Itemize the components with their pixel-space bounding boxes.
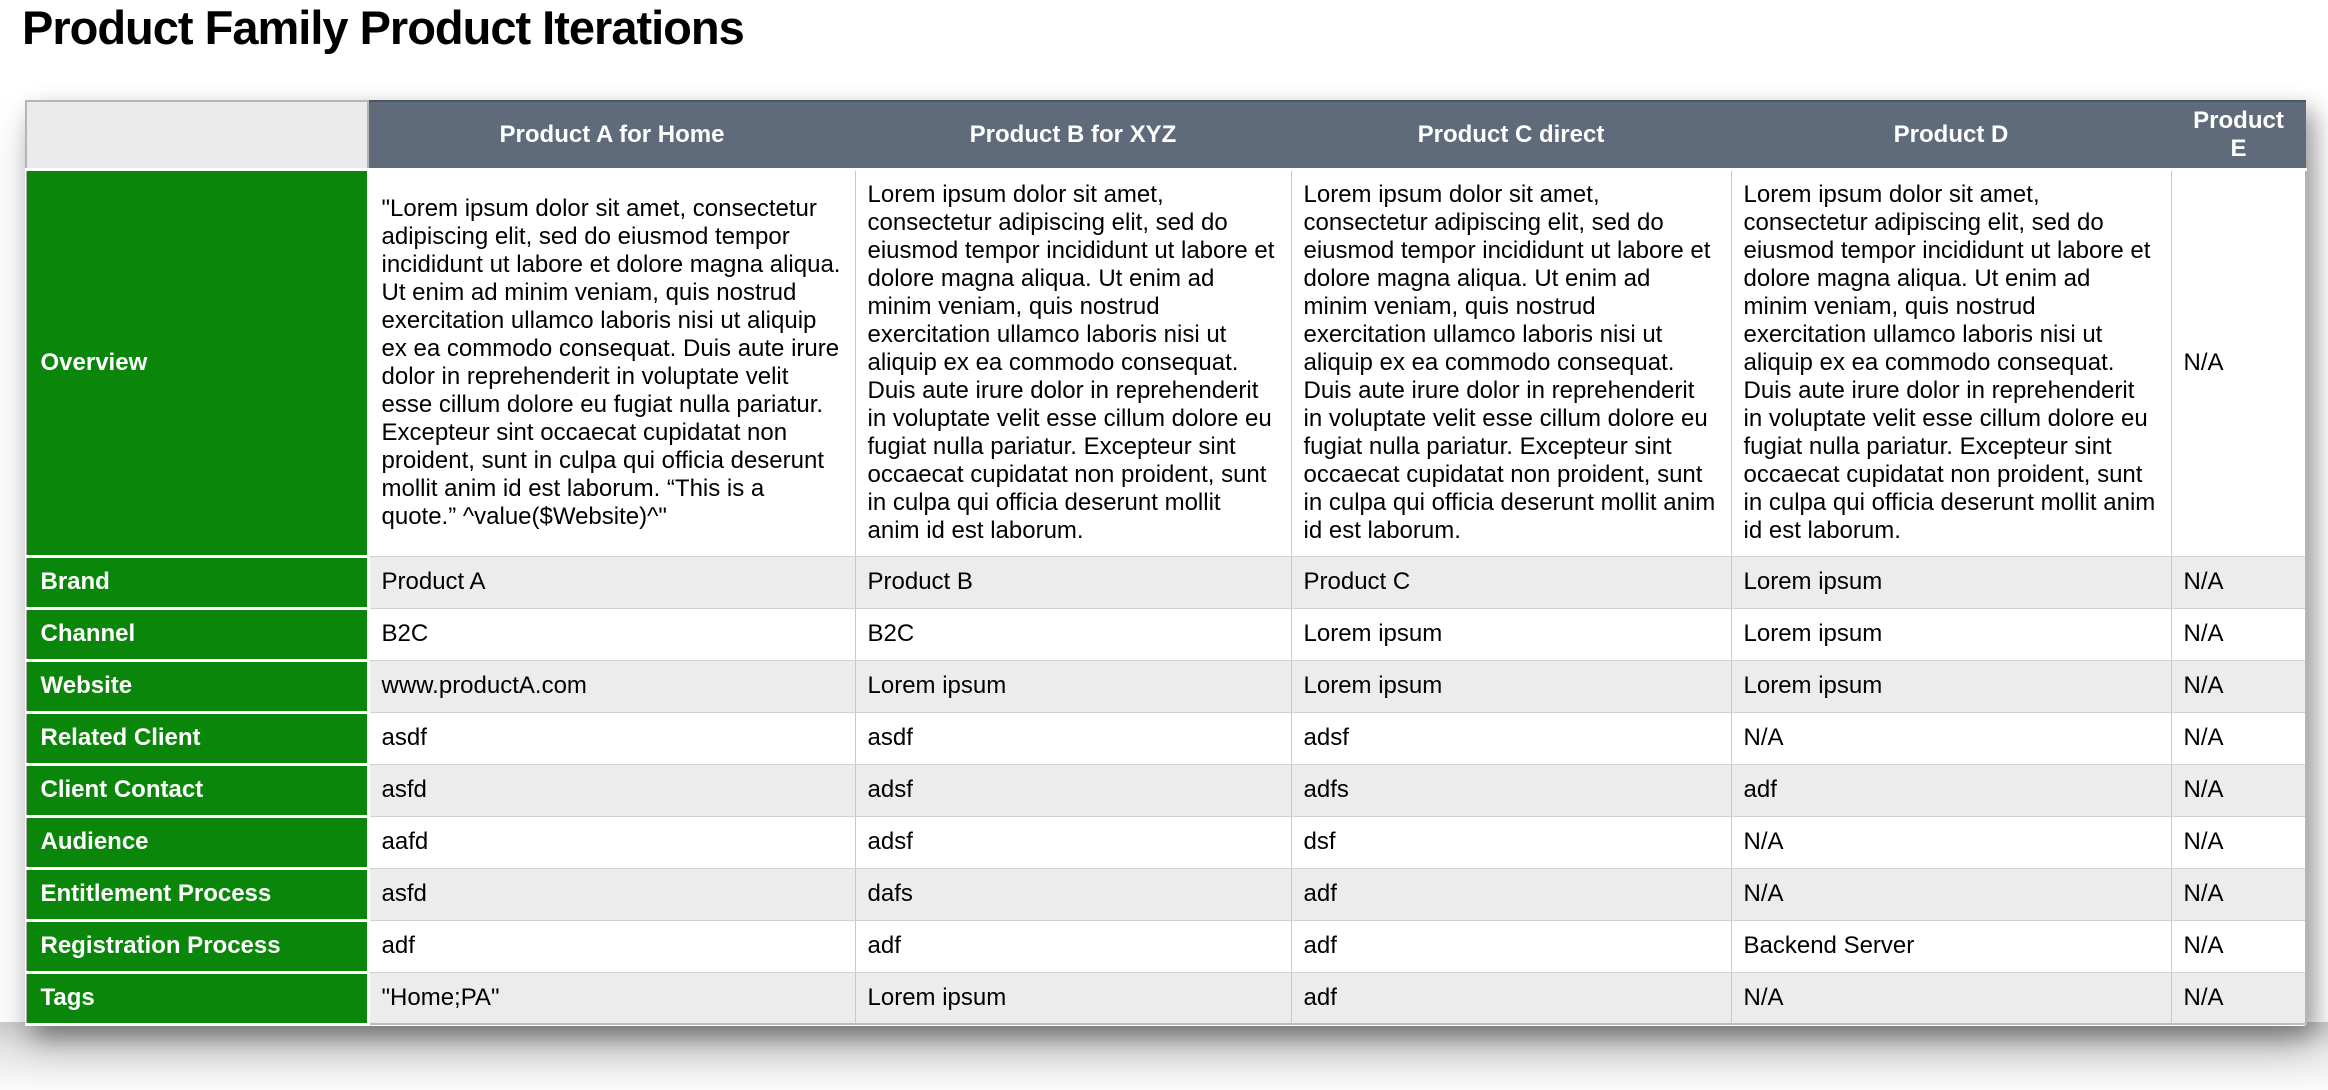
table-cell[interactable]: N/A — [2171, 556, 2306, 608]
table-row-audience — [26, 816, 2306, 868]
product-family-table — [25, 100, 2305, 1026]
table-cell[interactable]: adsf — [1291, 712, 1731, 764]
row-label-entitlement-process: Entitlement Process — [26, 868, 368, 920]
table-cell[interactable]: Backend Server — [1731, 920, 2171, 972]
table-cell[interactable]: adsf — [855, 764, 1291, 816]
table-cell[interactable]: adf — [368, 920, 855, 972]
table-cell[interactable]: N/A — [2171, 712, 2306, 764]
table-cell[interactable]: Lorem ipsum — [1291, 660, 1731, 712]
table-cell[interactable]: dafs — [855, 868, 1291, 920]
table-row-overview — [26, 169, 2306, 556]
table-cell[interactable]: N/A — [2171, 169, 2306, 556]
table-row-tags — [26, 972, 2306, 1024]
row-label-tags: Tags — [26, 972, 368, 1024]
table-row-website — [26, 660, 2306, 712]
table-cell[interactable]: N/A — [2171, 660, 2306, 712]
table-cell[interactable]: Lorem ipsum dolor sit amet, consectetur adipiscing elit, sed do eiusmod tempor incididunt ut labore et dolore magna aliqua. Ut enim ad minim veniam, quis nostrud exercitation ullamco laboris nisi ut aliquip ex ea commodo consequat. Duis aute irure dolor in reprehenderit in voluptate velit esse cillum dolore eu fugiat nulla pariatur. Excepteur sint occaecat cupidatat non proident, sunt in culpa qui officia deserunt mollit anim id est laborum. — [1731, 169, 2171, 556]
column-header-product-c: Product C direct — [1291, 101, 1731, 169]
table-cell[interactable]: N/A — [2171, 608, 2306, 660]
page-bottom-shadow — [0, 1022, 2328, 1090]
row-label-overview: Overview — [26, 169, 368, 556]
header-row — [26, 101, 2306, 169]
table-row-channel — [26, 608, 2306, 660]
page-title: Product Family Product Iterations — [22, 1, 744, 54]
table-cell[interactable]: Product B — [855, 556, 1291, 608]
table-cell[interactable]: www.productA.com — [368, 660, 855, 712]
table-cell[interactable]: Product A — [368, 556, 855, 608]
table-cell[interactable]: Lorem ipsum — [855, 972, 1291, 1024]
table-cell[interactable]: "Lorem ipsum dolor sit amet, consectetur adipiscing elit, sed do eiusmod tempor incididunt ut labore et dolore magna aliqua. Ut enim ad minim veniam, quis nostrud exercitation ullamco laboris nisi ut aliquip ex ea commodo consequat. Duis aute irure dolor in reprehenderit in voluptate velit esse cillum dolore eu fugiat nulla pariatur. Excepteur sint occaecat cupidatat non proident, sunt in culpa qui officia deserunt mollit anim id est laborum. “This is a quote.” ^value($Website)^" — [368, 169, 855, 556]
table-cell[interactable]: adf — [855, 920, 1291, 972]
table-cell[interactable]: Lorem ipsum — [855, 660, 1291, 712]
table-cell[interactable]: Lorem ipsum — [1731, 660, 2171, 712]
table-cell[interactable]: adfs — [1291, 764, 1731, 816]
table-cell[interactable]: adf — [1291, 868, 1731, 920]
column-header-product-a: Product A for Home — [368, 101, 855, 169]
table-cell[interactable]: Product C — [1291, 556, 1731, 608]
table-cell[interactable]: adf — [1291, 972, 1731, 1024]
table-cell[interactable]: aafd — [368, 816, 855, 868]
table-cell[interactable]: Lorem ipsum — [1731, 556, 2171, 608]
row-label-related-client: Related Client — [26, 712, 368, 764]
table-cell[interactable]: N/A — [2171, 764, 2306, 816]
table-cell[interactable]: asfd — [368, 764, 855, 816]
table-cell[interactable]: N/A — [1731, 972, 2171, 1024]
table-cell[interactable]: asdf — [368, 712, 855, 764]
row-label-registration-process: Registration Process — [26, 920, 368, 972]
table-cell[interactable]: asdf — [855, 712, 1291, 764]
row-label-client-contact: Client Contact — [26, 764, 368, 816]
table-cell[interactable]: Lorem ipsum dolor sit amet, consectetur adipiscing elit, sed do eiusmod tempor incididunt ut labore et dolore magna aliqua. Ut enim ad minim veniam, quis nostrud exercitation ullamco laboris nisi ut aliquip ex ea commodo consequat. Duis aute irure dolor in reprehenderit in voluptate velit esse cillum dolore eu fugiat nulla pariatur. Excepteur sint occaecat cupidatat non proident, sunt in culpa qui officia deserunt mollit anim id est laborum. — [855, 169, 1291, 556]
corner-cell — [26, 101, 368, 169]
table-cell[interactable]: N/A — [2171, 816, 2306, 868]
table-cell[interactable]: asfd — [368, 868, 855, 920]
table-cell[interactable]: N/A — [2171, 868, 2306, 920]
table-cell[interactable]: N/A — [2171, 972, 2306, 1024]
table-row-entitlement-process — [26, 868, 2306, 920]
table-cell[interactable]: adf — [1291, 920, 1731, 972]
table-row-client-contact — [26, 764, 2306, 816]
table-cell[interactable]: "Home;PA" — [368, 972, 855, 1024]
row-label-audience: Audience — [26, 816, 368, 868]
table-cell[interactable]: B2C — [855, 608, 1291, 660]
table-cell[interactable]: adsf — [855, 816, 1291, 868]
table-cell[interactable]: Lorem ipsum dolor sit amet, consectetur adipiscing elit, sed do eiusmod tempor incididunt ut labore et dolore magna aliqua. Ut enim ad minim veniam, quis nostrud exercitation ullamco laboris nisi ut aliquip ex ea commodo consequat. Duis aute irure dolor in reprehenderit in voluptate velit esse cillum dolore eu fugiat nulla pariatur. Excepteur sint occaecat cupidatat non proident, sunt in culpa qui officia deserunt mollit anim id est laborum. — [1291, 169, 1731, 556]
table-cell[interactable]: adf — [1731, 764, 2171, 816]
column-header-product-e: Product E — [2171, 101, 2306, 169]
product-table — [25, 100, 2307, 1026]
row-label-brand: Brand — [26, 556, 368, 608]
table-cell[interactable]: N/A — [1731, 712, 2171, 764]
table-cell[interactable]: B2C — [368, 608, 855, 660]
table-cell[interactable]: N/A — [1731, 816, 2171, 868]
table-cell[interactable]: Lorem ipsum — [1731, 608, 2171, 660]
row-label-channel: Channel — [26, 608, 368, 660]
table-cell[interactable]: N/A — [1731, 868, 2171, 920]
table-cell[interactable]: Lorem ipsum — [1291, 608, 1731, 660]
table-cell[interactable]: N/A — [2171, 920, 2306, 972]
column-header-product-d: Product D — [1731, 101, 2171, 169]
table-row-related-client — [26, 712, 2306, 764]
column-header-product-b: Product B for XYZ — [855, 101, 1291, 169]
row-label-website: Website — [26, 660, 368, 712]
table-cell[interactable]: dsf — [1291, 816, 1731, 868]
table-row-brand — [26, 556, 2306, 608]
table-row-registration-process — [26, 920, 2306, 972]
